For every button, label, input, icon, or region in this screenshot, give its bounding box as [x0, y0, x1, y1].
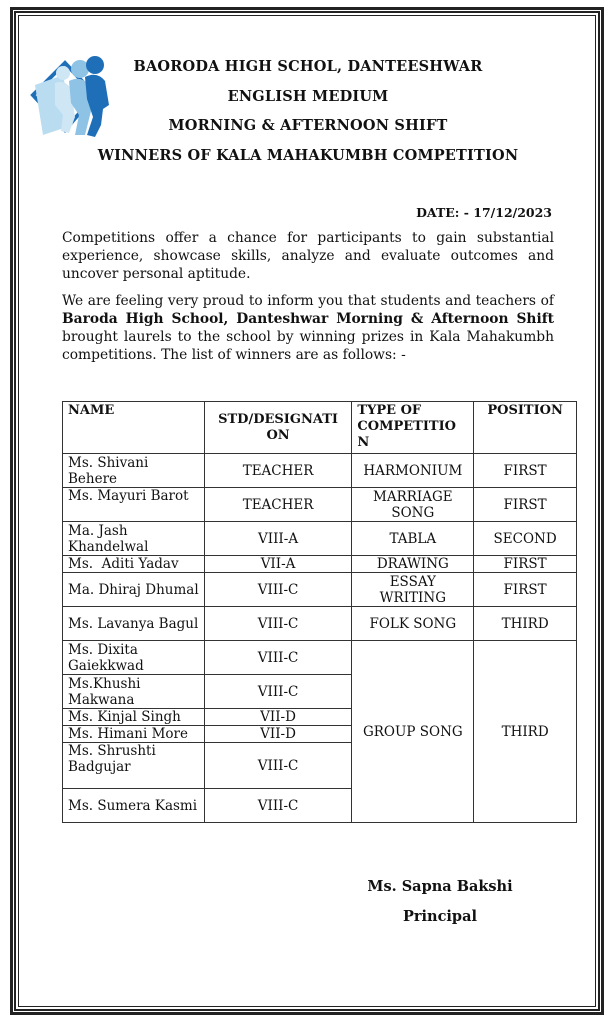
shift-heading: MORNING & AFTERNOON SHIFT	[168, 117, 448, 134]
cell-name: Ms. Dixita Gaiekkwad	[63, 641, 205, 675]
table-header-row	[63, 402, 577, 454]
table-row	[63, 607, 577, 641]
cell-std: VIII-A	[204, 522, 352, 556]
cell-std: TEACHER	[204, 488, 352, 522]
cell-type: TABLA	[352, 522, 474, 556]
cell-type: FOLK SONG	[352, 607, 474, 641]
signatory-name: Ms. Sapna Bakshi	[367, 878, 513, 895]
signatory-title: Principal	[403, 908, 477, 925]
cell-std: VIII-C	[204, 641, 352, 675]
cell-std: VIII-C	[204, 789, 352, 823]
cell-position: FIRST	[474, 454, 577, 488]
cell-type: ESSAY WRITING	[352, 573, 474, 607]
cell-type-merged: GROUP SONG	[352, 641, 474, 823]
cell-position-merged: THIRD	[474, 641, 577, 823]
cell-position: FIRST	[474, 556, 577, 573]
medium-heading: ENGLISH MEDIUM	[227, 88, 389, 105]
date-label: DATE: - 17/12/2023	[416, 205, 552, 220]
cell-std: VII-A	[204, 556, 352, 573]
cell-position: SECOND	[474, 522, 577, 556]
cell-type: HARMONIUM	[352, 454, 474, 488]
table-row	[63, 454, 577, 488]
header-type: TYPE OF COMPETITIO N	[352, 402, 474, 454]
cell-std: VIII-C	[204, 607, 352, 641]
cell-std: VII-D	[204, 709, 352, 726]
cell-std: VIII-C	[204, 573, 352, 607]
table-row	[63, 522, 577, 556]
cell-type: MARRIAGE SONG	[352, 488, 474, 522]
cell-name: Ms. Shivani Behere	[63, 454, 205, 488]
cell-name: Ms. Himani More	[63, 726, 205, 743]
table-row	[63, 641, 577, 675]
cell-position: FIRST	[474, 488, 577, 522]
cell-name: Ms. Sumera Kasmi	[63, 789, 205, 823]
announcement-text: We are feeling very proud to inform you that students and teachers of	[62, 293, 554, 309]
cell-name: Ms.Khushi Makwana	[63, 675, 205, 709]
header-std: STD/DESIGNATI ON	[204, 402, 352, 454]
cell-position: THIRD	[474, 607, 577, 641]
intro-paragraph: Competitions offer a chance for participants to gain substantial experience, showcase skills, analyze and evaluate outcomes and uncover personal aptitude.	[62, 230, 554, 282]
cell-std: VIII-C	[204, 675, 352, 709]
school-name-bold: Baroda High School, Danteshwar Morning & Afternoon Shift	[62, 311, 554, 327]
winners-table	[62, 401, 577, 823]
header-position: POSITION	[474, 402, 577, 454]
cell-std: VII-D	[204, 726, 352, 743]
cell-type: DRAWING	[352, 556, 474, 573]
cell-position: FIRST	[474, 573, 577, 607]
cell-std: VIII-C	[204, 743, 352, 789]
cell-std: TEACHER	[204, 454, 352, 488]
cell-name: Ms. Lavanya Bagul	[63, 607, 205, 641]
cell-name: Ma. Dhiraj Dhumal	[63, 573, 205, 607]
cell-name: Ms. Aditi Yadav	[63, 556, 205, 573]
announcement-paragraph	[62, 292, 554, 364]
cell-name: Ms. Mayuri Barot	[63, 488, 205, 522]
header-name: NAME	[63, 402, 205, 454]
document-title: WINNERS OF KALA MAHAKUMBH COMPETITION	[97, 147, 519, 164]
cell-name: Ma. Jash Khandelwal	[63, 522, 205, 556]
table-row	[63, 573, 577, 607]
announcement-text-end: brought laurels to the school by winning prizes in Kala Mahakumbh competitions. The list of winners are as follows: -	[62, 329, 554, 363]
cell-name: Ms. Kinjal Singh	[63, 709, 205, 726]
table-row	[63, 556, 577, 573]
table-row	[63, 488, 577, 522]
school-name-heading: BAORODA HIGH SCHOL, DANTEESHWAR	[133, 58, 483, 75]
cell-name: Ms. Shrushti Badgujar	[63, 743, 205, 789]
